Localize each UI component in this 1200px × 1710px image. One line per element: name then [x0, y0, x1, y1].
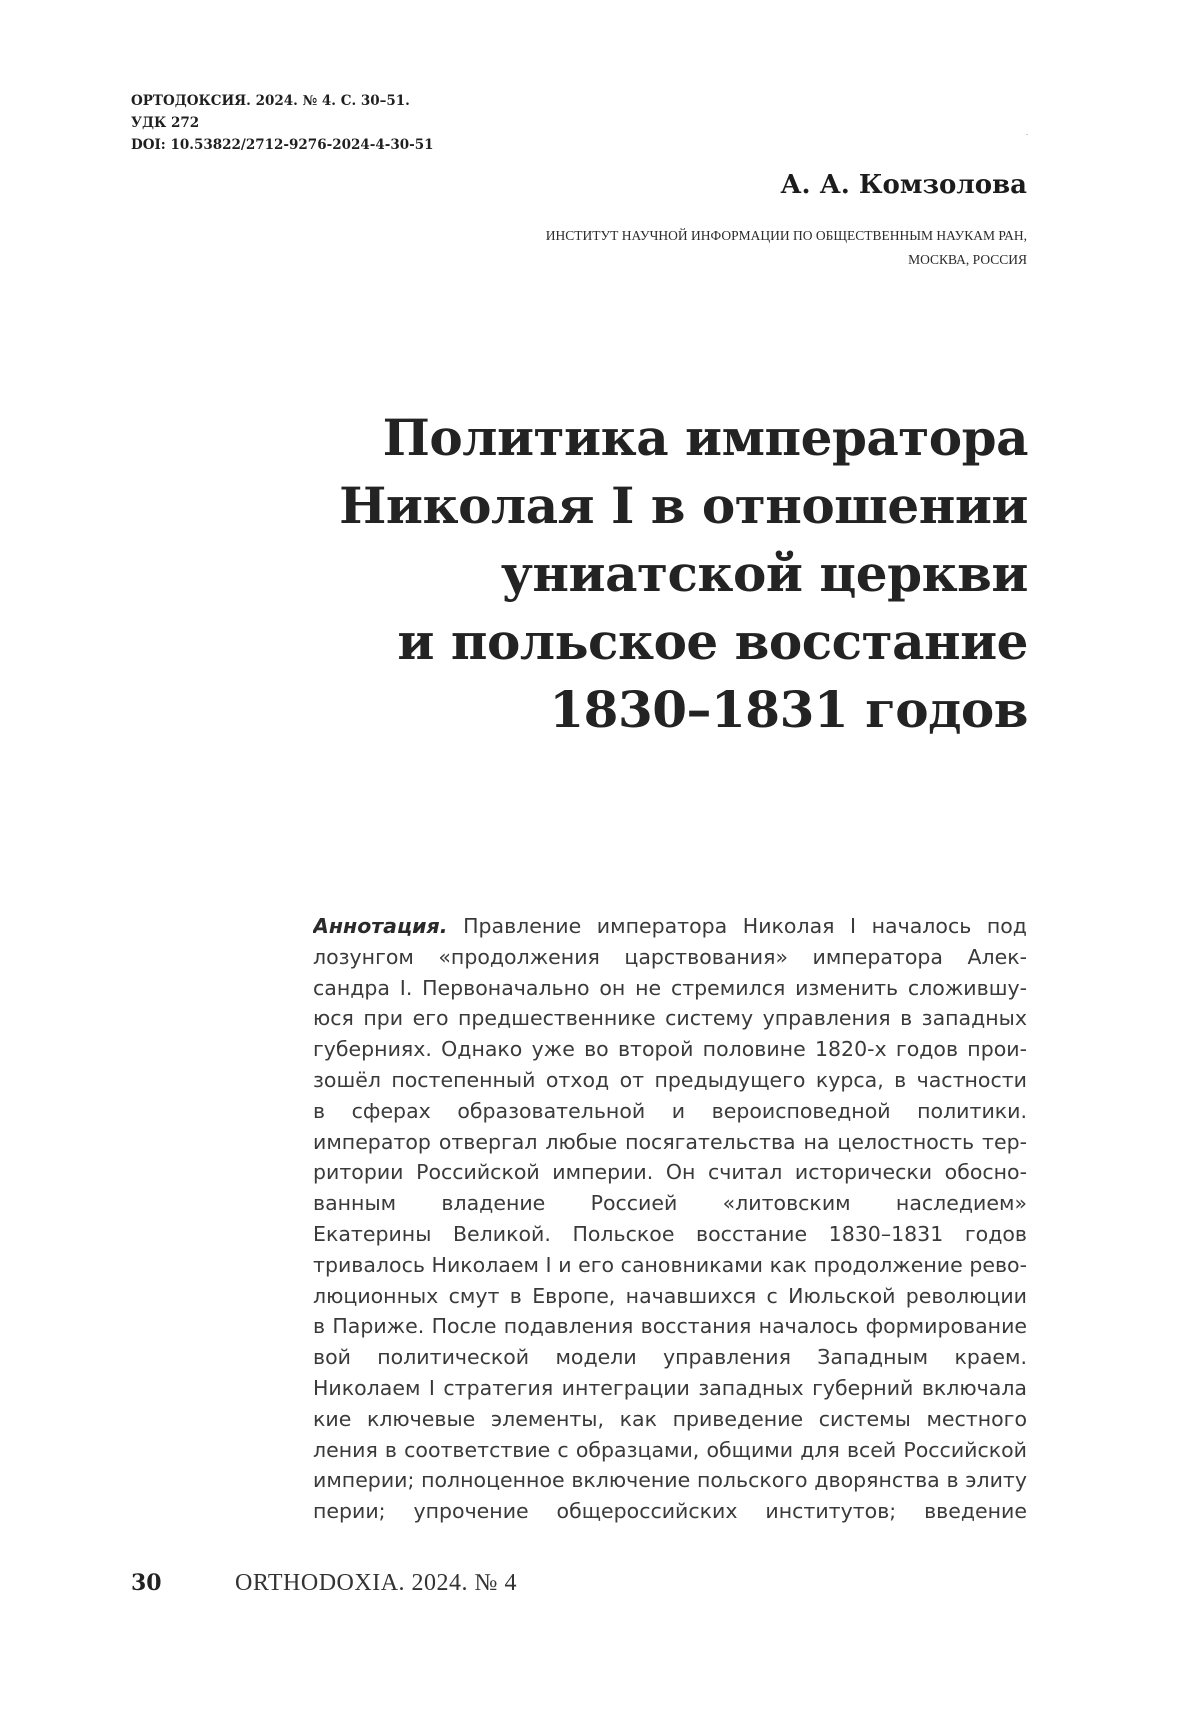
abstract-line — [313, 1373, 1027, 1404]
abstract-text: Екатерины Великой. Польское восстание 1830–1831 годов — [313, 1221, 1027, 1246]
abstract-line — [313, 1127, 1027, 1158]
article-title — [339, 404, 1028, 744]
abstract-line — [313, 1003, 1027, 1034]
abstract-line — [313, 1250, 1027, 1281]
title-line: и польское восстание — [397, 612, 1028, 671]
title-line: униатской церкви — [500, 544, 1028, 603]
abstract-text: кие ключевые элементы, как приведение системы местного — [313, 1406, 1027, 1431]
abstract-text: тривалось Николаем I и его сановниками как продолжение рево- — [313, 1252, 1027, 1277]
abstract-line — [313, 973, 1027, 1004]
abstract-line — [313, 1435, 1027, 1466]
abstract-text: ванным владение Россией «литовским наследием» — [313, 1191, 1027, 1216]
abstract-text: сандра I. Первоначально он не стремился изменить сложившу- — [313, 975, 1027, 1000]
abstract-text: губерниях. Однако уже во второй половине 1820-х годов прои- — [313, 1037, 1027, 1062]
abstract-line — [313, 1311, 1027, 1342]
abstract-text: в Париже. После подавления восстания началось формирование — [313, 1314, 1027, 1339]
title-line: Политика императора — [382, 408, 1028, 467]
doi-line: DOI: 10.53822/2712-9276-2024-4-30-51 — [131, 137, 434, 153]
affiliation-line: МОСКВА, РОССИЯ — [908, 252, 1027, 267]
abstract-line — [313, 1188, 1027, 1219]
abstract-text: перии; упрочение общероссийских институтов; введение — [313, 1499, 1027, 1524]
abstract-line — [313, 1157, 1027, 1188]
abstract-line — [313, 1034, 1027, 1065]
crop-mark — [1026, 134, 1028, 135]
abstract-text: люционных смут в Европе, начавшихся с Июльской революции — [313, 1283, 1027, 1308]
abstract-text: император отвергал любые посягательства на целостность тер- — [313, 1129, 1027, 1154]
abstract — [313, 911, 1027, 1527]
title-line: Николая I в отношении — [339, 476, 1028, 535]
abstract-text: в сферах образовательной и вероисповедной политики. — [313, 1098, 1027, 1123]
udc-line: УДК 272 — [131, 115, 200, 131]
abstract-line — [313, 1065, 1027, 1096]
affiliation-line: ИНСТИТУТ НАУЧНОЙ ИНФОРМАЦИИ ПО ОБЩЕСТВЕННЫМ НАУКАМ РАН, — [545, 228, 1027, 243]
abstract-text: империи; полноценное включение польского дворянства в элиту — [313, 1468, 1027, 1493]
abstract-text: юся при его предшественнике систему управления в западных — [313, 1006, 1027, 1031]
abstract-text: ления в соответствие с образцами, общими для всей Российской — [313, 1437, 1027, 1462]
abstract-line — [313, 1096, 1027, 1127]
article-metadata — [131, 90, 434, 156]
abstract-line — [313, 1342, 1027, 1373]
citation-line: ОРТОДОКСИЯ. 2024. № 4. С. 30–51. — [131, 93, 410, 109]
abstract-text: ритории Российской империи. Он считал исторически обосно- — [313, 1160, 1027, 1185]
title-line: 1830–1831 годов — [549, 680, 1028, 739]
abstract-text: Николаем I стратегия интеграции западных губерний включала — [313, 1375, 1027, 1400]
abstract-label: Аннотация. — [313, 914, 448, 938]
abstract-line — [313, 1465, 1027, 1496]
abstract-line — [313, 1404, 1027, 1435]
abstract-line — [313, 911, 1027, 942]
abstract-text: вой политической модели управления Западным краем. — [313, 1345, 1027, 1370]
page-number: 30 — [131, 1570, 162, 1596]
journal-name: ORTHODOXIA. 2024. № 4 — [235, 1570, 517, 1596]
page-footer — [131, 1570, 517, 1596]
abstract-line — [313, 1281, 1027, 1312]
author-name: А. А. Комзолова — [780, 170, 1027, 200]
abstract-text: лозунгом «продолжения царствования» императора Алек- — [313, 944, 1027, 969]
abstract-line — [313, 1219, 1027, 1250]
abstract-text: Правление императора Николая I началось под — [463, 914, 1027, 938]
abstract-line — [313, 942, 1027, 973]
abstract-text: зошёл постепенный отход от предыдущего курса, в частности — [313, 1067, 1027, 1092]
author-affiliation — [546, 224, 1027, 272]
abstract-line — [313, 1496, 1027, 1527]
